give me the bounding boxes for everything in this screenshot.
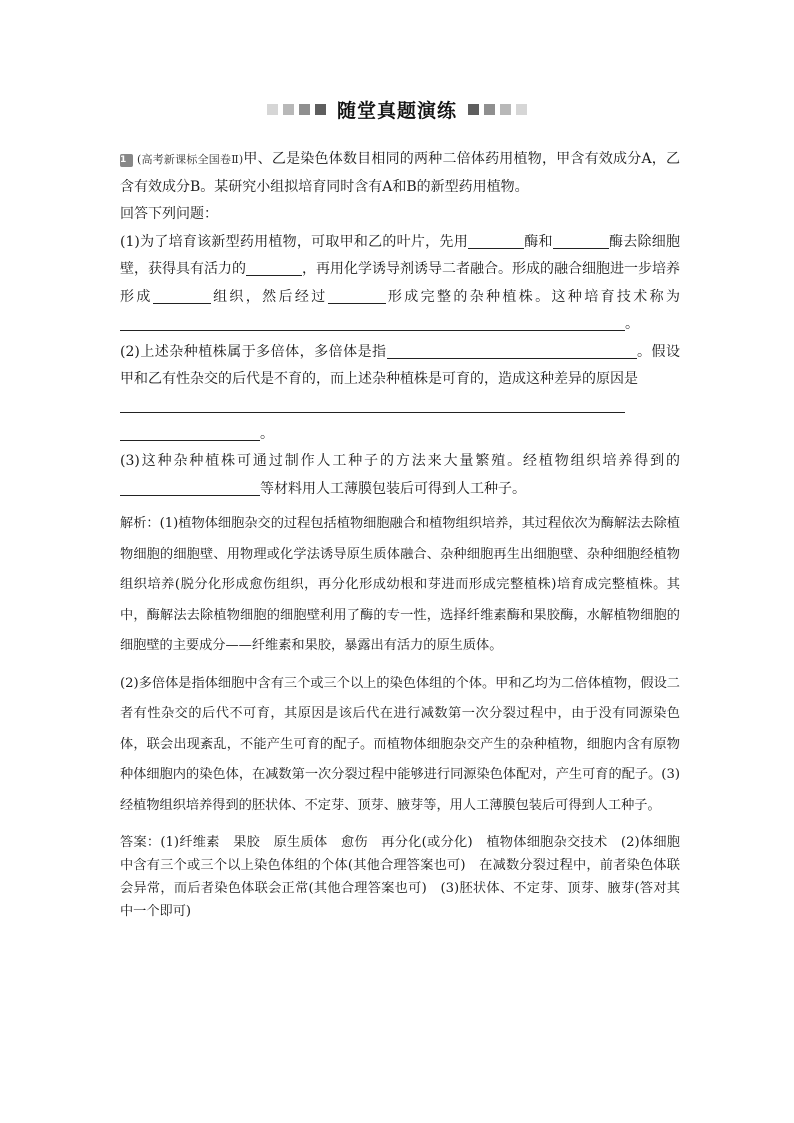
section-title: 随堂真题演练 xyxy=(336,100,457,122)
part1-text: 组织，然后经过 xyxy=(210,288,328,305)
part2-text: 。假设甲和乙有性杂交的后代是不育的，而上述杂种植株是可育的，造成这种差异的原因是 xyxy=(120,343,680,387)
decor-square xyxy=(283,104,294,115)
answer-paragraph xyxy=(120,831,680,923)
content xyxy=(120,146,680,923)
explanation-label: 解析： xyxy=(120,516,160,531)
decor-square xyxy=(299,104,310,115)
answer-blank[interactable] xyxy=(387,343,637,359)
decor-square xyxy=(500,104,511,115)
part1-text: 酶和 xyxy=(523,233,553,250)
explanation-text: (1)植物体细胞杂交的过程包括植物细胞融合和植物组织培养，其过程依次为酶解法去除植物细胞的细胞壁、用物理或化学法诱导原生质体融合、杂种细胞再生出细胞壁、杂种细胞经植物组织培养(脱分化形成愈伤组织，再分化形成幼根和芽进而形成完整植株)培育成完整植株。其中，酶解法去除植物细胞的细胞壁利用了酶的专一性，选择纤维素酶和果胶酶，水解植物细胞的细胞壁的主要成分——纤维素和果胶，暴露出有活力的原生质体。 xyxy=(120,516,680,653)
decor-square xyxy=(468,104,479,115)
question-part-2 xyxy=(120,339,680,394)
question-part-3 xyxy=(120,448,680,503)
answer-blank[interactable] xyxy=(468,233,524,249)
answer-blank[interactable] xyxy=(153,288,211,304)
explanation xyxy=(120,509,680,821)
part3-text: (3)这种杂种植株可通过制作人工种子的方法来大量繁殖。经植物组织培养得到的 xyxy=(120,453,680,469)
part1-text: 。 xyxy=(625,316,639,332)
decor-square xyxy=(315,104,326,115)
answer-line[interactable] xyxy=(120,394,625,413)
decor-square xyxy=(484,104,495,115)
answer xyxy=(120,831,680,923)
answer-blank[interactable] xyxy=(120,315,625,331)
answer-blank[interactable] xyxy=(328,288,386,304)
answer-blank[interactable] xyxy=(246,260,302,276)
question-intro-text: 甲、乙是染色体数目相同的两种二倍体药用植物，甲含有效成分A，乙含有效成分B。某研究小组拟培育同时含有A和B的新型药用植物。 xyxy=(120,151,681,195)
section-header xyxy=(0,96,794,123)
part1-text: (1)为了培育该新型药用植物，可取甲和乙的叶片，先用 xyxy=(120,233,468,250)
explanation-paragraph-1 xyxy=(120,509,680,662)
answer-blank[interactable] xyxy=(553,233,609,249)
question-part-2-end xyxy=(120,421,680,449)
part2-text: (2)上述杂种植株属于多倍体，多倍体是指 xyxy=(120,343,387,360)
question-number-icon: 1 xyxy=(120,154,133,167)
answer-label: 答案： xyxy=(120,835,161,850)
explanation-paragraph-2: (2)多倍体是指体细胞中含有三个或三个以上的染色体组的个体。甲和乙均为二倍体植物，假设二者有性杂交的后代不可育，其原因是该后代在进行减数第一次分裂过程中，由于没有同源染色体，联会出现紊乱，不能产生可育的配子。而植物体细胞杂交产生的杂种植物，细胞内含有原物种体细胞内的染色体，在减数第一次分裂过程中能够进行同源染色体配对，产生可育的配子。(3)经植物组织培养得到的胚状体、不定芽、顶芽、腋芽等，用人工薄膜包装后可得到人工种子。 xyxy=(120,675,680,813)
question xyxy=(120,146,680,503)
part2-text: 。 xyxy=(260,425,274,442)
part3-text: 等材料用人工薄膜包装后可得到人工种子。 xyxy=(260,480,526,497)
decor-square xyxy=(516,104,527,115)
part1-text: 形成完整的杂种植株。这种培育技术称为 xyxy=(385,288,681,305)
answer-blank[interactable] xyxy=(120,425,260,441)
question-source: (高考新课标全国卷Ⅱ) xyxy=(137,153,244,166)
part1-text: ，再用化学诱导剂诱导二者融合。形成的融合细胞进一步培养形成 xyxy=(120,261,680,305)
question-intro xyxy=(120,146,680,201)
answer-text: (1)纤维素 果胶 原生质体 愈伤 再分化(或分化) 植物体细胞杂交技术 (2)体细胞中含有三个或三个以上染色体组的个体(其他合理答案也可) 在减数分裂过程中，前者染色体联会异常，而后者染色体联会正常(其他合理答案也可) (3)胚状体、不定芽、顶芽、腋芽(答对其中一个即可) xyxy=(120,835,680,919)
decor-square xyxy=(267,104,278,115)
question-part-1 xyxy=(120,229,680,339)
answer-blank[interactable] xyxy=(120,480,260,496)
part1-text: 酶去除细胞壁，获得具有活力的 xyxy=(120,233,680,277)
question-prompt: 回答下列问题： xyxy=(120,206,218,222)
